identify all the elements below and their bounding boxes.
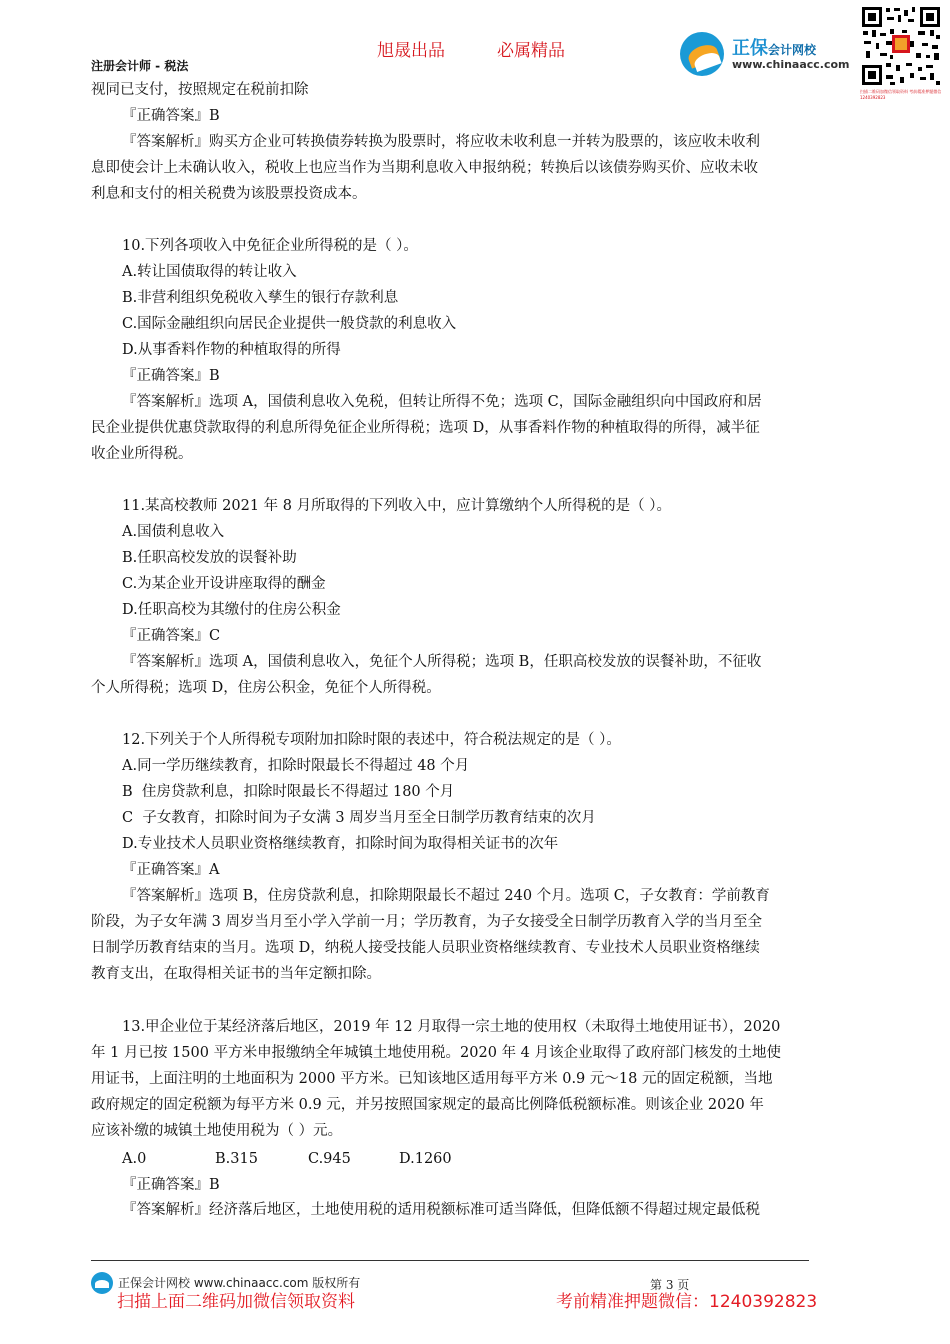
q9-continued-text: 视同已支付，按照规定在税前扣除 (91, 82, 309, 98)
logo-name: 正保会计网校 (732, 38, 817, 59)
q11-option-a: A.国债利息收入 (122, 524, 225, 540)
q11-option-d: D.任职高校为其缴付的住房公积金 (122, 602, 341, 618)
q10-option-b: B.非营利组织免税收入孳生的银行存款利息 (122, 290, 399, 306)
q13-stem-line: 应该补缴的城镇土地使用税为（ ）元。 (91, 1123, 343, 1139)
q10-analysis-line: 收企业所得税。 (91, 446, 193, 462)
q12-analysis-line: 阶段，为子女年满 3 周岁当月至小学入学前一月；学历教育，为子女接受全日制学历教育入学的当月至全 (91, 914, 762, 930)
q13-stem-line: 13.甲企业位于某经济落后地区，2019 年 12 月取得一宗土地的使用权（未取得土地使用证书），2020 (122, 1019, 781, 1035)
q12-analysis-line: 教育支出，在取得相关证书的当年定额扣除。 (91, 966, 381, 982)
footer-promo-right: 考前精准押题微信：1240392823 (556, 1292, 818, 1312)
q12-option-c: C 子女教育，扣除时间为子女满 3 周岁当月至全日制学历教育结束的次月 (122, 810, 596, 826)
qr-caption: 扫描二维码加微信领取资料 考前精准押题微信 1240392823 (860, 89, 942, 100)
q12-analysis-line: 『答案解析』选项 B，住房贷款利息，扣除期限最长不超过 240 个月。选项 C，子女教育：学前教育 (122, 888, 770, 904)
q11-analysis-line: 个人所得税；选项 D，住房公积金，免征个人所得税。 (91, 680, 441, 696)
page-number: 第 3 页 (650, 1278, 690, 1292)
q13-option-a: A.0 (122, 1151, 147, 1167)
q13-option-d: D.1260 (399, 1151, 452, 1167)
chinaacc-logo (676, 28, 856, 80)
q11-analysis-line: 『答案解析』选项 A，国债利息收入，免征个人所得税；选项 B，任职高校发放的误餐补助，不征收 (122, 654, 762, 670)
q13-stem-line: 政府规定的固定税额为每平方米 0.9 元，并另按照国家规定的最高比例降低税额标准。则该企业 2020 年 (91, 1097, 764, 1113)
q13-option-c: C.945 (308, 1151, 351, 1167)
footer-promo-left: 扫描上面二维码加微信领取资料 (117, 1292, 355, 1312)
footer-logo-icon (91, 1272, 113, 1294)
q13-analysis-line: 『答案解析』经济落后地区，土地使用税的适用税额标准可适当降低，但降低额不得超过规定最低税 (122, 1202, 760, 1218)
q13-stem-line: 年 1 月已按 1500 平方米申报缴纳全年城镇土地使用税。2020 年 4 月该企业取得了政府部门核发的土地使 (91, 1045, 782, 1061)
q12-stem: 12.下列关于个人所得税专项附加扣除时限的表述中，符合税法规定的是（ ）。 (122, 732, 621, 748)
q13-stem-line: 用证书，上面注明的土地面积为 2000 平方米。已知该地区适用每平方米 0.9 元～18 元的固定税额，当地 (91, 1071, 773, 1087)
promo-text-right: 必属精品 (497, 41, 565, 61)
q10-analysis-line: 『答案解析』选项 A，国债利息收入免税，但转让所得不免；选项 C，国际金融组织向中国政府和居 (122, 394, 762, 410)
q13-option-b: B.315 (215, 1151, 258, 1167)
q10-answer: 『正确答案』B (122, 368, 220, 384)
q12-option-d: D.专业技术人员职业资格继续教育，扣除时间为取得相关证书的次年 (122, 836, 559, 852)
q11-option-b: B.任职高校发放的误餐补助 (122, 550, 297, 566)
q13-answer: 『正确答案』B (122, 1177, 220, 1193)
q10-option-c: C.国际金融组织向居民企业提供一般贷款的利息收入 (122, 316, 457, 332)
q11-option-c: C.为某企业开设讲座取得的酬金 (122, 576, 326, 592)
subject-title: 注册会计师 - 税法 (91, 59, 189, 73)
q13-options-row (122, 1146, 452, 1172)
qr-code-icon (860, 5, 942, 87)
q10-option-a: A.转让国债取得的转让收入 (122, 264, 297, 280)
footer-brand: 正保会计网校 www.chinaacc.com 版权所有 (118, 1276, 361, 1290)
q11-answer: 『正确答案』C (122, 628, 221, 644)
q12-answer: 『正确答案』A (122, 862, 220, 878)
q10-analysis-line: 民企业提供优惠贷款取得的利息所得免征企业所得税；选项 D，从事香料作物的种植取得的所得，减半征 (91, 420, 760, 436)
q12-analysis-line: 日制学历教育结束的当月。选项 D，纳税人接受技能人员职业资格继续教育、专业技术人员职业资格继续 (91, 940, 760, 956)
logo-url: www.chinaacc.com (732, 58, 850, 71)
q12-option-a: A.同一学历继续教育，扣除时限最长不得超过 48 个月 (122, 758, 470, 774)
promo-text-left: 旭晟出品 (377, 41, 445, 61)
q10-stem: 10.下列各项收入中免征企业所得税的是（ ）。 (122, 238, 418, 254)
q9-analysis-line: 息即使会计上未确认收入，税收上也应当作为当期利息收入申报纳税；转换后以该债券购买价、应收未收 (91, 160, 758, 176)
q12-option-b: B 住房贷款利息，扣除时限最长不得超过 180 个月 (122, 784, 455, 800)
logo-icon (680, 32, 724, 76)
q9-answer: 『正确答案』B (122, 108, 220, 124)
q11-stem: 11.某高校教师 2021 年 8 月所取得的下列收入中，应计算缴纳个人所得税的是（ ）。 (122, 498, 671, 514)
q9-analysis-line: 利息和支付的相关税费为该股票投资成本。 (91, 186, 367, 202)
footer-divider (91, 1260, 809, 1261)
q10-option-d: D.从事香料作物的种植取得的所得 (122, 342, 341, 358)
q9-analysis-line: 『答案解析』购买方企业可转换债券转换为股票时，将应收未收利息一并转为股票的，该应收未收利 (122, 134, 760, 150)
